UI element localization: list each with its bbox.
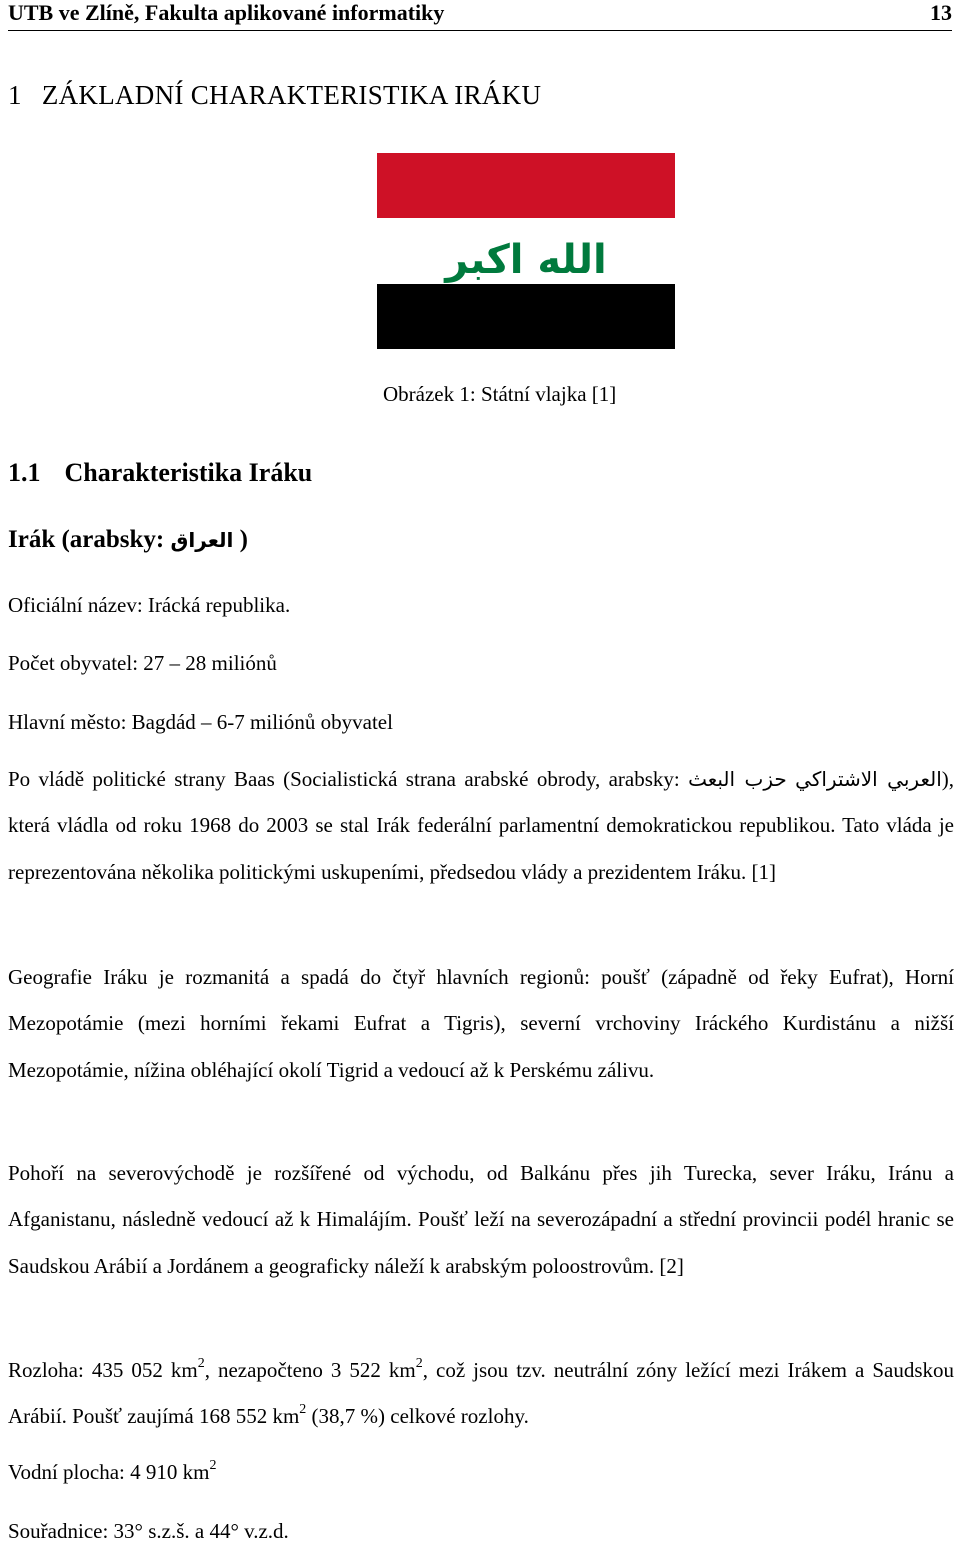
area-sup-1: 2 xyxy=(197,1356,205,1371)
page-number: 13 xyxy=(930,0,952,25)
flag-inscription: الله اكبر xyxy=(445,237,607,283)
irak-name-line xyxy=(8,526,248,554)
baas-text-start: Po vládě politické strany Baas (Socialistická strana arabské obrody, arabsky: xyxy=(8,767,689,791)
baas-text-rest: která vládla od roku 1968 do 2003 se stal Irák federální parlamentní demokratickou republikou. Tato vláda je reprezentována několika politickými uskupeními, předsedou vlády a prezidentem Iráku. [1] xyxy=(8,813,954,884)
baas-paragraph xyxy=(8,756,954,895)
water-sup: 2 xyxy=(209,1458,217,1473)
header-institution: UTB ve Zlíně, Fakulta aplikované informatiky xyxy=(8,0,445,25)
chapter-title xyxy=(8,80,541,111)
flag-black-stripe xyxy=(377,284,675,349)
irak-close: ) xyxy=(233,526,248,553)
baas-arabic-1: حزب البعث xyxy=(688,767,787,791)
baas-comma: ), xyxy=(941,767,954,791)
area-sup-3: 2 xyxy=(299,1402,307,1418)
geography-paragraph: Geografie Iráku je rozmanitá a spadá do čtyř hlavních regionů: poušť (západně od řeky Eufrat), Horní Mezopotámie (mezi horními řekami Eufrat a Tigris), severní vrchoviny Iráckého Kurdistánu a nižší Mezopotámie, nížina obléhající okolí Tigrid a vedoucí až k Perskému zálivu. xyxy=(8,965,954,1082)
figure-caption: Obrázek 1: Státní vlajka [1] xyxy=(383,382,617,406)
baas-arabic-2: العربي الاشتراكي xyxy=(795,767,942,791)
official-name: Oficiální název: Irácká republika. xyxy=(8,593,291,617)
area-text-2: , nezapočteno 3 522 km xyxy=(204,1358,416,1382)
irak-label: Irák (arabsky: xyxy=(8,526,171,553)
flag-red-stripe xyxy=(377,153,675,218)
chapter-number: 1 xyxy=(8,80,22,110)
capital: Hlavní město: Bagdád – 6-7 miliónů obyvatel xyxy=(8,710,393,734)
area-sup-2: 2 xyxy=(415,1356,423,1371)
area-text-4: (38,7 %) celkové rozlohy. xyxy=(306,1404,529,1429)
area-text-1: Rozloha: 435 052 km xyxy=(8,1358,198,1382)
population: Počet obyvatel: 27 – 28 miliónů xyxy=(8,651,277,675)
mountains-paragraph: Pohoří na severovýchodě je rozšířené od východu, od Balkánu přes jih Turecka, sever Iráku, Iránu a Afganistanu, následně vedoucí až k Himalájím. Poušť leží na severozápadní a střední provincii podél hranic se Saudskou Arábií a Jordánem a geograficky náleží k arabským poloostrovům. [2] xyxy=(8,1161,954,1278)
iraq-flag-image xyxy=(377,153,675,349)
coordinates: Souřadnice: 33° s.z.š. a 44° v.z.d. xyxy=(8,1519,289,1543)
section-title-text: Charakteristika Iráku xyxy=(64,458,313,487)
section-title xyxy=(8,458,312,488)
irak-arabic: العراق xyxy=(170,528,234,552)
area-text-3: , což jsou tzv. neutrální zóny ležící mezi Irákem a Saudskou Arábií. Poušť zaujímá 168 552 km xyxy=(8,1358,954,1429)
area-paragraph xyxy=(8,1347,954,1440)
page-header xyxy=(8,0,952,31)
water-text: Vodní plocha: 4 910 km xyxy=(8,1460,210,1484)
chapter-title-text: ZÁKLADNÍ CHARAKTERISTIKA IRÁKU xyxy=(41,80,542,110)
section-number: 1.1 xyxy=(8,458,41,487)
water-area xyxy=(8,1460,216,1485)
